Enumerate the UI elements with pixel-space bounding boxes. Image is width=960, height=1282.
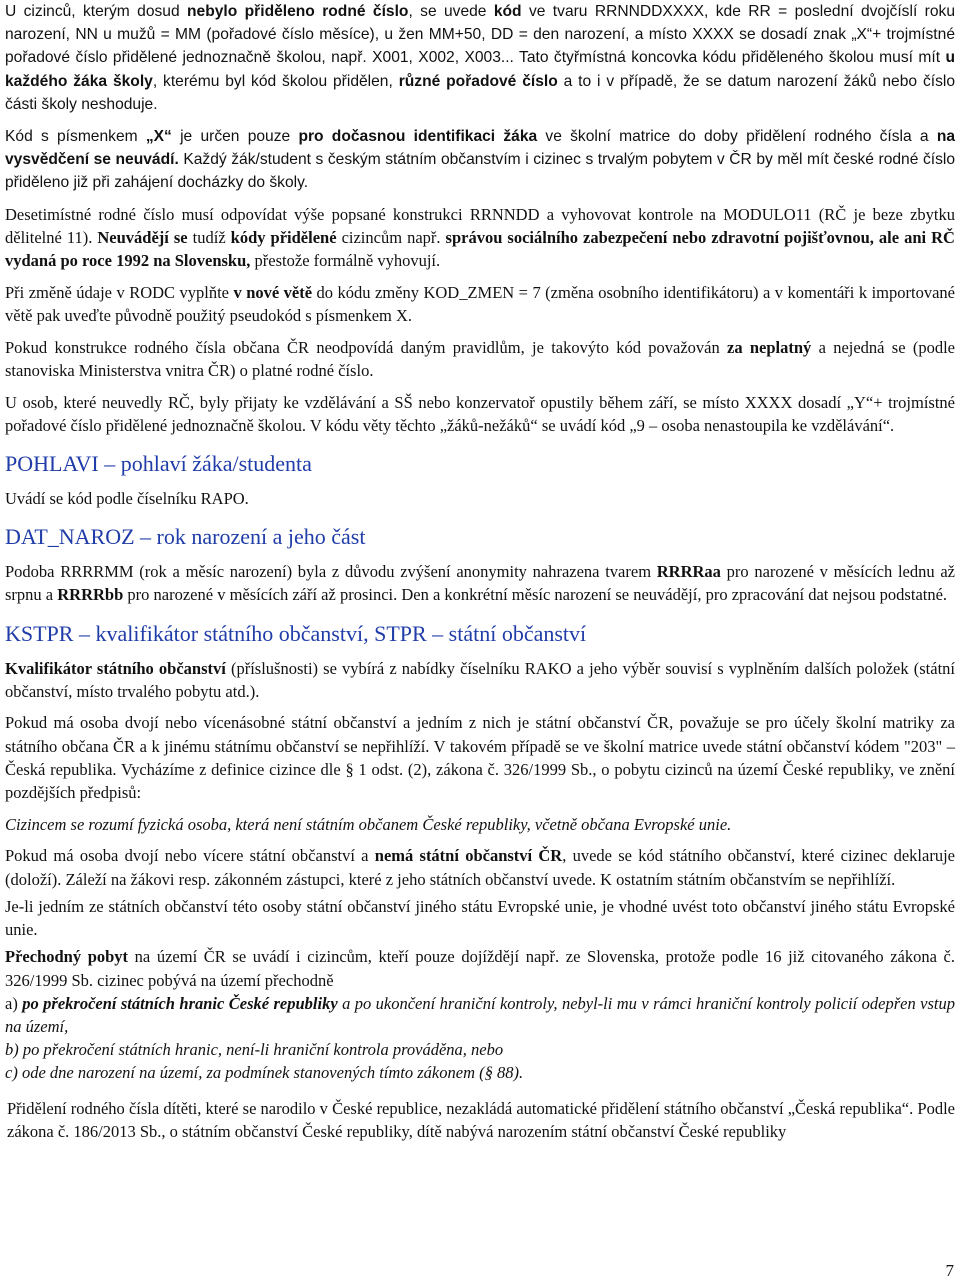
page-number: 7 xyxy=(945,1261,954,1280)
bold-text: pro dočasnou identifikaci žáka xyxy=(298,127,538,145)
text: a) xyxy=(5,993,23,1013)
text: Kód s písmenkem xyxy=(5,127,146,145)
bold-text: v nové větě xyxy=(233,282,313,302)
section-heading-pohlavi: POHLAVI – pohlaví žáka/studenta xyxy=(5,450,312,476)
text: přestože formálně vyhovují. xyxy=(250,251,441,271)
bold-text: kód xyxy=(493,3,522,20)
text: pro narozené v měsících lednu až srpnu a xyxy=(5,562,955,605)
text: ve tvaru RRNNDDXXXX, kde RR = poslední dvojčíslí roku narození, NN u mužů = MM (pořadové číslo měsíce), u žen MM+50, DD = den narození, a místo XXXX se dosadí znak „X“+ trojmístné pořadové číslo přidělené jednoznačně školou, např. X001, X002, X003... Tato čtyřmístná koncovka kódu přiděleného školou musí mít xyxy=(5,3,955,67)
paragraph-rodc-change xyxy=(5,281,955,327)
paragraph-kvalifikator xyxy=(5,657,955,703)
text: Každý žák/student s českým státním občanstvím i cizinec s trvalým pobytem v ČR by měl mít české rodné číslo přiděleno již při zahájení docházky do školy. xyxy=(5,150,956,191)
text: a nejedná se (podle stanoviska Ministerstva vnitra ČR) o platné rodné číslo. xyxy=(5,337,955,380)
text: Podoba RRRRMM (rok a měsíc narození) byla z důvodu zvýšení anonymity nahrazena tvarem xyxy=(5,562,657,582)
paragraph-modulo11 xyxy=(5,203,955,273)
text: Desetimístné rodné číslo musí odpovídat výše popsané konstrukci RRNNDD a vyhovovat kontrole na MODULO11 (RČ je beze zbytku dělitelné 11). xyxy=(5,204,955,247)
paragraph-no-czech-citizenship xyxy=(5,844,955,890)
bold-text: na vysvědčení se neuvádí. xyxy=(5,127,956,168)
text: , uvede se kód státního občanství, které cizinec deklaruje (doloží). Záleží na žákovi resp. zákonném zástupci, které z jeho státních občanství uvede. K ostatním státním občanstvím se nepřihlíží. xyxy=(5,846,955,889)
list-item-c xyxy=(5,1061,955,1084)
text: cizincům např. xyxy=(336,227,446,247)
bold-text: kódy přidělené xyxy=(230,227,337,247)
list-item-b xyxy=(5,1038,955,1061)
bold-text: různé pořadové číslo xyxy=(398,72,558,90)
bold-text: RRRRaa xyxy=(656,562,721,582)
italic-text: c) ode dne narození na území, za podmínek stanovených tímto zákonem (§ 88). xyxy=(5,1063,524,1083)
text: na území ČR se uvádí i cizincům, kteří pouze dojíždějí např. ze Slovenska, protože podle 16 již citovaného zákona č. 326/1999 Sb. cizinec pobývá na území přechodně xyxy=(5,947,955,990)
text: do kódu změny KOD_ZMEN = 7 (změna osobního identifikátoru) a v komentáři k importované větě pak uveďte původně použitý pseudokód s písmenkem X. xyxy=(5,282,955,325)
section-heading-kstpr: KSTPR – kvalifikátor státního občanství, STPR – státní občanství xyxy=(5,620,587,646)
text: (příslušnosti) se vybírá z nabídky číselníku RAKO a jeho výběr souvisí s vyplněním dalších položek (státní občanství, místo trvalého pobytu atd.). xyxy=(5,658,955,701)
bold-text: „X“ xyxy=(145,127,172,145)
italic-text: b) po překročení státních hranic, není-li hraniční kontrola prováděna, nebo xyxy=(5,1040,504,1060)
bold-text: za neplatný xyxy=(727,337,812,357)
text: Při změně údaje v RODC vyplňte xyxy=(5,282,234,302)
bold-text: RRRRbb xyxy=(57,585,124,605)
text: , se uvede xyxy=(408,3,494,20)
paragraph-invalid-code xyxy=(5,336,955,382)
text: Pokud konstrukce rodného čísla občana ČR neodpovídá daným pravidlům, je takovýto kód považován xyxy=(5,337,728,357)
section-heading-dat-naroz: DAT_NAROZ – rok narození a jeho část xyxy=(5,524,366,550)
italic-text: Cizincem se rozumí fyzická osoba, která není státním občanem České republiky, včetně občana Evropské unie. xyxy=(5,814,732,834)
text: je určen pouze xyxy=(171,127,299,145)
text: tudíž xyxy=(187,227,231,247)
text: U cizinců, kterým dosud xyxy=(5,3,188,20)
bold-text: Přechodný pobyt xyxy=(5,947,129,967)
italic-text: a po ukončení hraniční kontroly, nebyl-li mu v rámci hraniční kontroly policií odepřen vstup na území, xyxy=(5,993,955,1036)
paragraph-dat-naroz xyxy=(5,560,955,606)
paragraph-y-code: U osob, které neuvedly RČ, byly přijaty ke vzdělávání a SŠ nebo konzervatoř opustily během září, se místo XXXX dosadí „Y“+ trojmístné pořadové číslo přidělené jednoznačně školou. V kódu věty těchto „žáků-nežáků“ se uvádí kód „9 – osoba nenastoupila ke vzdělávání“. xyxy=(5,392,955,435)
bold-italic-text: po překročení státních hranic České republiky xyxy=(22,993,338,1013)
paragraph-temporary-stay xyxy=(5,945,955,991)
text: ve školní matrice do doby přidělení rodného čísla a xyxy=(537,127,937,145)
text: Pokud má osoba dvojí nebo vícere státní občanství a xyxy=(5,846,375,866)
text: pro narozené v měsících září až prosinci. Den a konkrétní měsíc narození se neuvádějí, pro zpracování dat nejsou podstatné. xyxy=(123,585,948,605)
bold-text: správou sociálního zabezpečení nebo zdravotní pojišťovnou, ale ani RČ vydaná po roce 1992 na Slovensku, xyxy=(5,227,955,271)
document-page xyxy=(5,0,955,1151)
bold-text: Kvalifikátor státního občanství xyxy=(5,658,226,678)
paragraph-foreigner-definition xyxy=(5,813,955,836)
paragraph-pohlavi: Uvádí se kód podle číselníku RAPO. xyxy=(5,488,249,508)
paragraph-dual-citizenship: Pokud má osoba dvojí nebo vícenásobné státní občanství a jedním z nich je státní občanství ČR, považuje se pro účely školní matriky za státního občana ČR a k jinému státnímu občanství se nepřihlíží. V takovém případě se ve školní matrice uvede státní občanství kódem "203" – Česká republika. Vycházíme z definice cizince dle § 1 odst. (2), zákona č. 326/1999 Sb., o pobytu cizinců na území České republiky, ve znění pozdějších předpisů: xyxy=(5,713,955,803)
text: a to i v případě, že se datum narození žáků nebo číslo části školy neshoduje. xyxy=(5,72,956,113)
list-item-a xyxy=(5,992,955,1038)
paragraph-eu-citizenship: Je-li jedním ze státních občanství této osoby státní občanství jiného státu Evropské unie, je vhodné uvést toto občanství jiného státu Evropské unie. xyxy=(5,896,955,940)
paragraph-birth-number-assignment: Přidělení rodného čísla dítěti, které se narodilo v České republice, nezakládá automatické přidělení státního občanství „Česká republika“. Podle zákona č. 186/2013 Sb., o státním občanství České republiky, dítě nabývá narozením státní občanství České republiky xyxy=(7,1098,955,1141)
paragraph-x-code xyxy=(5,125,955,195)
bold-text: nebylo přiděleno rodné číslo xyxy=(187,3,409,20)
bold-text: u každého žáka školy xyxy=(5,49,955,90)
bold-text: Neuvádějí se xyxy=(97,227,188,247)
bold-text: nemá státní občanství ČR xyxy=(374,846,563,866)
text: , kterému byl kód školou přidělen, xyxy=(152,72,399,90)
paragraph-foreigner-code xyxy=(5,0,955,116)
